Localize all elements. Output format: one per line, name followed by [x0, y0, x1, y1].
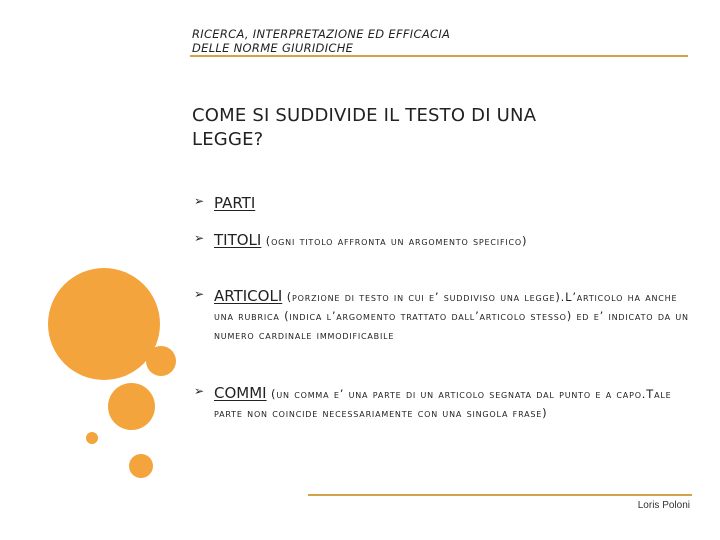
header-line-1: RICERCA, INTERPRETAZIONE ED EFFICACIA — [192, 27, 451, 41]
title-line-2: LEGGE? — [192, 129, 264, 150]
bullet-term: ARTICOLI — [214, 287, 283, 305]
bullet-term: TITOLI — [214, 231, 262, 249]
footer-author: Loris Poloni — [637, 500, 690, 511]
bullet-description: (ogni titolo affronta un argomento specifico) — [261, 234, 528, 248]
arrow-bullet-icon: ➢ — [194, 287, 205, 301]
footer-rule — [308, 494, 692, 496]
bullet-description: (porzione di testo in cui e’ suddiviso una legge).L’articolo ha anche una rubrica (indica l’argomento trattato dall’articolo stesso) ed e’ indicato da un numero cardinale immodificabile — [214, 290, 689, 342]
slide-title — [192, 104, 692, 152]
bullet-description: (un comma e’ una parte di un articolo segnata dal punto e a capo.Tale parte non coincide necessariamente con una singola frase) — [214, 387, 672, 420]
decorative-circle-large — [48, 268, 160, 380]
header-rule — [190, 55, 688, 57]
bullet-term: PARTI — [214, 194, 256, 212]
decorative-circle-medium-2 — [108, 383, 155, 430]
decorative-circle-medium — [146, 346, 176, 376]
arrow-bullet-icon: ➢ — [194, 384, 205, 398]
arrow-bullet-icon: ➢ — [194, 231, 205, 245]
bullet-term: COMMI — [214, 384, 267, 402]
title-line-1: COME SI SUDDIVIDE IL TESTO DI UNA — [192, 105, 537, 126]
header-line-2: DELLE NORME GIURIDICHE — [192, 41, 354, 55]
decorative-circle-tiny — [86, 432, 98, 444]
arrow-bullet-icon: ➢ — [194, 194, 205, 208]
decorative-circle-small — [129, 454, 153, 478]
slide-header — [192, 27, 692, 55]
